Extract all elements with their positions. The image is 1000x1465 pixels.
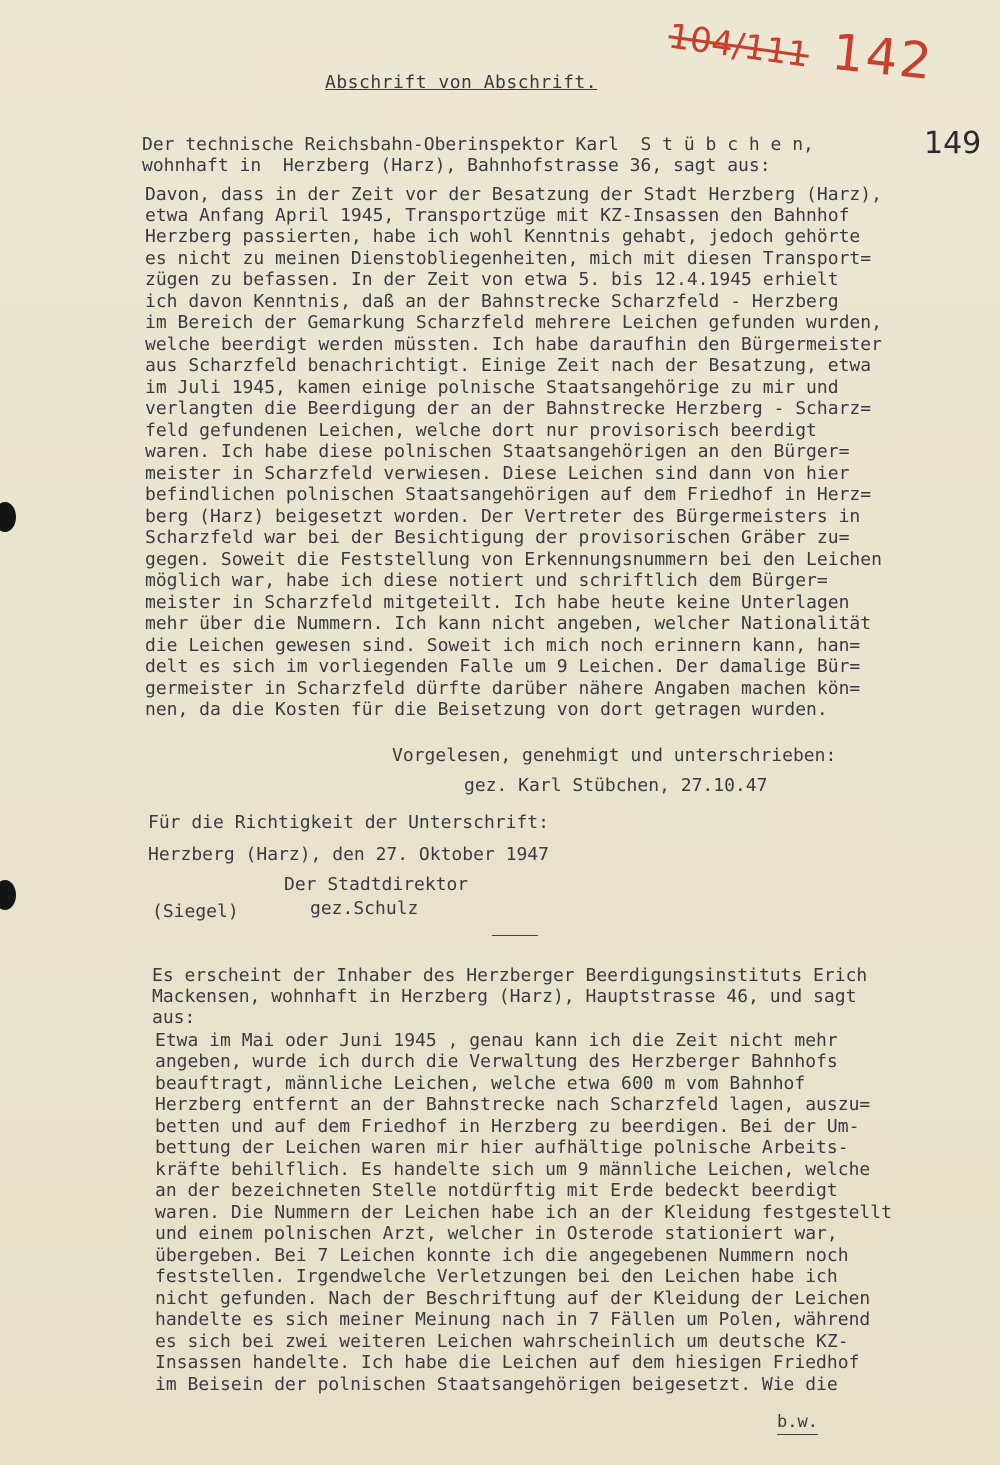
- text-line: Davon, dass in der Zeit vor der Besatzung der Stadt Herzberg (Harz),: [145, 184, 882, 205]
- text-line: meister in Scharzfeld mitgeteilt. Ich habe heute keine Unterlagen: [145, 592, 850, 613]
- text-line: meister in Scharzfeld verwiesen. Diese Leichen sind dann von hier: [145, 463, 850, 484]
- read-approved-line: Vorgelesen, genehmigt und unterschrieben:: [392, 745, 837, 766]
- text-line: feld gefundenen Leichen, welche dort nur provisorisch beerdigt: [145, 420, 817, 441]
- section-separator: [492, 935, 538, 936]
- archive-number: 142: [829, 22, 937, 92]
- document-title: Abschrift von Abschrift.: [325, 72, 598, 93]
- text-line: und einem polnischen Arzt, welcher in Osterode stationiert war,: [155, 1223, 838, 1244]
- text-line: übergeben. Bei 7 Leichen konnte ich die angegebenen Nummern noch: [155, 1245, 849, 1266]
- text-line: im Beisein der polnischen Staatsangehörigen beigesetzt. Wie die: [155, 1374, 838, 1395]
- text-line: an der bezeichneten Stelle notdürftig mit Erde bedeckt beerdigt: [155, 1180, 838, 1201]
- text-line: aus:: [152, 1007, 196, 1028]
- text-line: wohnhaft in Herzberg (Harz), Bahnhofstrasse 36, sagt aus:: [142, 155, 771, 176]
- text-line: es nicht zu meinen Dienstobliegenheiten, mich mit diesen Transport=: [145, 248, 872, 269]
- punch-hole: [0, 880, 16, 910]
- text-line: handelte es sich meiner Meinung nach in 7 Fällen um Polen, während: [155, 1309, 871, 1330]
- seal-label: (Siegel): [152, 901, 239, 922]
- text-line: ich davon Kenntnis, daß an der Bahnstrecke Scharzfeld - Herzberg: [145, 291, 839, 312]
- text-line: feststellen. Irgendwelche Verletzungen bei den Leichen habe ich: [155, 1266, 838, 1287]
- text-line: angeben, wurde ich durch die Verwaltung des Herzberger Bahnhofs: [155, 1051, 838, 1072]
- official-title: Der Stadtdirektor: [284, 874, 469, 895]
- text-line: Der technische Reichsbahn-Oberinspektor Karl S t ü b c h e n,: [142, 134, 814, 155]
- text-line: beauftragt, männliche Leichen, welche etwa 600 m vom Bahnhof: [155, 1073, 806, 1094]
- text-line: delt es sich im vorliegenden Falle um 9 Leichen. Der damalige Bür=: [145, 656, 861, 677]
- text-line: nicht gefunden. Nach der Beschriftung auf der Kleidung der Leichen: [155, 1288, 871, 1309]
- text-line: im Juli 1945, kamen einige polnische Staatsangehörige zu mir und: [145, 377, 839, 398]
- page-number: 149: [924, 126, 982, 161]
- text-line: berg (Harz) beigesetzt worden. Der Vertreter des Bürgermeisters in: [145, 506, 861, 527]
- text-line: es sich bei zwei weiteren Leichen wahrscheinlich um deutsche KZ-: [155, 1331, 849, 1352]
- text-line: Herzberg entfernt an der Bahnstrecke nach Scharzfeld lagen, auszu=: [155, 1094, 871, 1115]
- text-line: germeister in Scharzfeld dürfte darüber nähere Angaben machen kön=: [145, 678, 861, 699]
- text-line: Scharzfeld war bei der Besichtigung der provisorischen Gräber zu=: [145, 527, 850, 548]
- text-line: Etwa im Mai oder Juni 1945 , genau kann ich die Zeit nicht mehr: [155, 1030, 838, 1051]
- text-line: betten und auf dem Friedhof in Herzberg zu beerdigen. Bei der Um-: [155, 1116, 860, 1137]
- text-line: Herzberg passierten, habe ich wohl Kenntnis gehabt, jedoch gehörte: [145, 226, 861, 247]
- signature-line: gez. Karl Stübchen, 27.10.47: [464, 775, 768, 796]
- text-line: bettung der Leichen waren mir hier aufhältige polnische Arbeits-: [155, 1137, 849, 1158]
- text-line: im Bereich der Gemarkung Scharzfeld mehrere Leichen gefunden wurden,: [145, 312, 882, 333]
- archive-number-old: 104/111: [665, 16, 812, 76]
- official-signature: gez.Schulz: [310, 898, 419, 919]
- text-line: verlangten die Beerdigung der an der Bahnstrecke Herzberg - Scharz=: [145, 398, 872, 419]
- text-line: zügen zu befassen. In der Zeit von etwa 5. bis 12.4.1945 erhielt: [145, 269, 839, 290]
- text-line: befindlichen polnischen Staatsangehörigen auf dem Friedhof in Herz=: [145, 484, 872, 505]
- text-line: nen, da die Kosten für die Beisetzung von dort getragen wurden.: [145, 699, 828, 720]
- text-line: Insassen handelte. Ich habe die Leichen auf dem hiesigen Friedhof: [155, 1352, 860, 1373]
- text-line: waren. Ich habe diese polnischen Staatsangehörigen an den Bürger=: [145, 441, 850, 462]
- text-line: kräfte behilflich. Es handelte sich um 9 männliche Leichen, welche: [155, 1159, 871, 1180]
- certification-line: Für die Richtigkeit der Unterschrift:: [148, 812, 549, 833]
- text-line: etwa Anfang April 1945, Transportzüge mit KZ-Insassen den Bahnhof: [145, 205, 850, 226]
- text-line: Mackensen, wohnhaft in Herzberg (Harz), Hauptstrasse 46, und sagt: [152, 986, 857, 1007]
- text-line: mehr über die Nummern. Ich kann nicht angeben, welcher Nationalität: [145, 613, 872, 634]
- text-line: die Leichen gewesen sind. Soweit ich mich noch erinnern kann, han=: [145, 635, 861, 656]
- text-line: gegen. Soweit die Feststellung von Erkennungsnummern bei den Leichen: [145, 549, 882, 570]
- text-line: waren. Die Nummern der Leichen habe ich an der Kleidung festgestellt: [155, 1202, 892, 1223]
- punch-hole: [0, 502, 16, 532]
- page-turn-note: b.w.: [777, 1412, 818, 1435]
- text-line: welche beerdigt werden müssten. Ich habe daraufhin den Bürgermeister: [145, 334, 882, 355]
- text-line: möglich war, habe ich diese notiert und schriftlich dem Bürger=: [145, 570, 828, 591]
- text-line: Es erscheint der Inhaber des Herzberger Beerdigungsinstituts Erich: [152, 965, 868, 986]
- place-date-line: Herzberg (Harz), den 27. Oktober 1947: [148, 844, 549, 865]
- text-line: aus Scharzfeld benachrichtigt. Einige Zeit nach der Besatzung, etwa: [145, 355, 872, 376]
